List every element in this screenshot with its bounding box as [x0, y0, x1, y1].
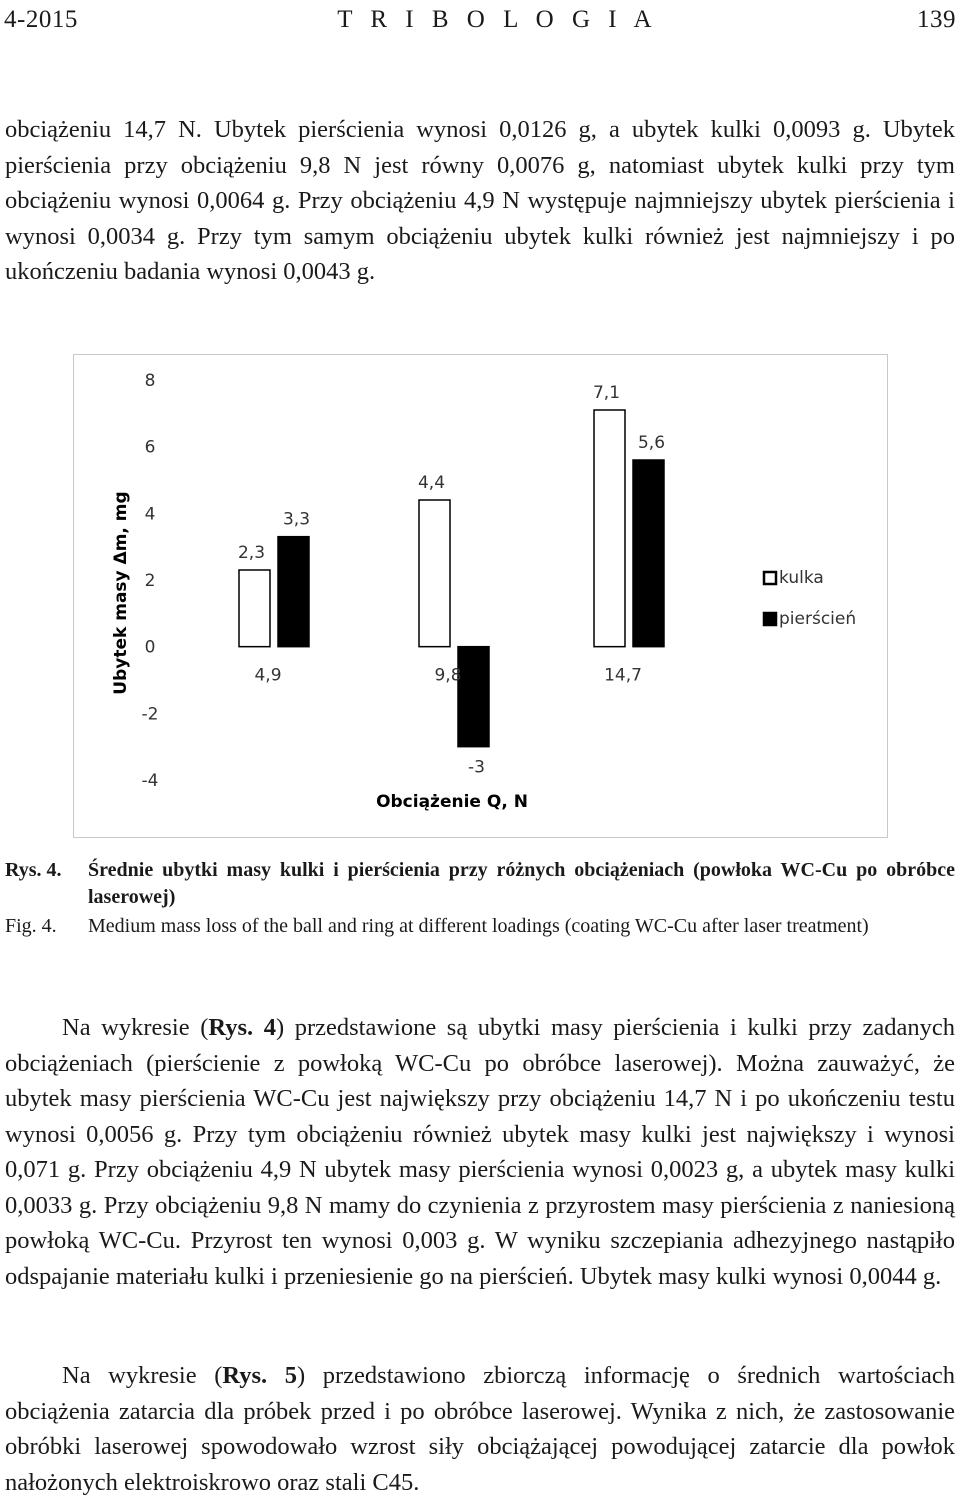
caption-label: Rys. 4.: [5, 859, 62, 881]
x-axis-label: Obciążenie Q, N: [376, 792, 528, 812]
journal-title: T R I B O L O G I A: [337, 6, 658, 33]
caption-text: Średnie ubytki masy kulki i pierścienia przy różnych obciążeniach (powłoka WC-Cu po obróbce laserowej): [88, 859, 955, 908]
y-tick-label: 2: [144, 571, 156, 591]
x-category-label: 4,9: [254, 665, 282, 686]
page-number: 139: [916, 6, 956, 33]
figure-caption-polish: [5, 857, 955, 911]
y-tick-label: 4: [144, 504, 156, 525]
bar-chart: [73, 354, 888, 838]
bar-data-label: 4,4: [417, 473, 446, 493]
bar-data-label: -3: [468, 757, 485, 778]
caption-text: Medium mass loss of the ball and ring at different loadings (coating WC-Cu after laser treatment): [88, 915, 869, 937]
y-tick-label: -2: [141, 704, 159, 725]
y-tick-label: 8: [144, 371, 156, 391]
paragraph-text: ) przedstawione są ubytki masy pierścienia i kulki przy zadanych obciążeniach (pierścienie z powłoką WC-Cu po obróbce laserowej). Można zauważyć, że ubytek masy pierścienia WC-Cu jest największy przy obciążeniu 14,7 N i po ukończeniu testu wynosi 0,0056 g. Przy tym obciążeniu również ubytek masy kulki jest największy i wynosi 0,071 g. Przy obciążeniu 4,9 N ubytek masy pierścienia wynosi 0,0023 g, a ubytek masy kulki 0,0033 g. Przy obciążeniu 9,8 N mamy do czynienia z przyrostem masy pierścienia z naniesioną powłoką WC-Cu. Przyrost ten wynosi 0,003 g. W wyniku szczepiania adhezyjnego nastąpiło odspajanie materiału kulki i przeniesienie go na pierścień. Ubytek masy kulki wynosi 0,0044 g.: [5, 1014, 955, 1290]
bar-piercie-0: [278, 537, 309, 647]
page-header: [4, 0, 956, 40]
y-axis-label: Ubytek masy Δm, mg: [111, 491, 131, 695]
paragraph-3: [5, 1358, 955, 1500]
bar-kulka-1: [419, 500, 450, 647]
legend-swatch: [764, 613, 776, 625]
issue-number: 4-2015: [4, 6, 78, 33]
bar-data-label: 2,3: [237, 543, 266, 563]
bar-piercie-1: [458, 647, 489, 747]
figure-caption-english: [5, 913, 955, 940]
legend-label: pierścień: [779, 609, 857, 629]
figure-reference: Rys. 5: [222, 1362, 297, 1389]
y-tick-label: -4: [141, 771, 159, 791]
bar-data-label: 3,3: [282, 509, 311, 530]
bar-data-label: 7,1: [592, 383, 621, 403]
bar-kulka-0: [239, 570, 270, 647]
paragraph-text: Na wykresie (: [62, 1362, 223, 1389]
bar-data-label: 5,6: [637, 433, 666, 453]
caption-label: Fig. 4.: [5, 915, 57, 937]
bar-piercie-2: [633, 460, 664, 647]
paragraph-2: [5, 1010, 955, 1294]
x-category-label: 9,8: [434, 665, 462, 686]
paragraph-text: ) przedstawiono zbiorczą informację o średnich wartościach obciążenia zatarcia dla próbek przed i po obróbce laserowej. Wynika z nich, że zastosowanie obróbki laserowej spowodowało wzrost siły obciążającej powodującej zatarcie dla powłok nałożonych elektroiskrowo oraz stali C45.: [5, 1362, 955, 1496]
legend-label: kulka: [779, 568, 824, 588]
figure-reference: Rys. 4: [208, 1014, 276, 1041]
legend-swatch: [764, 572, 776, 584]
chart-canvas: [74, 355, 889, 839]
bar-kulka-2: [594, 410, 625, 647]
paragraph-1: obciążeniu 14,7 N. Ubytek pierścienia wynosi 0,0126 g, a ubytek kulki 0,0093 g. Ubytek pierścienia przy obciążeniu 9,8 N jest równy 0,0076 g, natomiast ubytek kulki przy tym obciążeniu wynosi 0,0064 g. Przy obciążeniu 4,9 N występuje najmniejszy ubytek pierścienia i wynosi 0,0034 g. Przy tym samym obciążeniu ubytek kulki również jest najmniejszy i po ukończeniu badania wynosi 0,0043 g.: [5, 116, 955, 285]
paragraph-text: Na wykresie (: [62, 1014, 209, 1041]
y-tick-label: 0: [144, 637, 156, 658]
y-tick-label: 6: [144, 437, 156, 458]
x-category-label: 14,7: [604, 665, 642, 686]
